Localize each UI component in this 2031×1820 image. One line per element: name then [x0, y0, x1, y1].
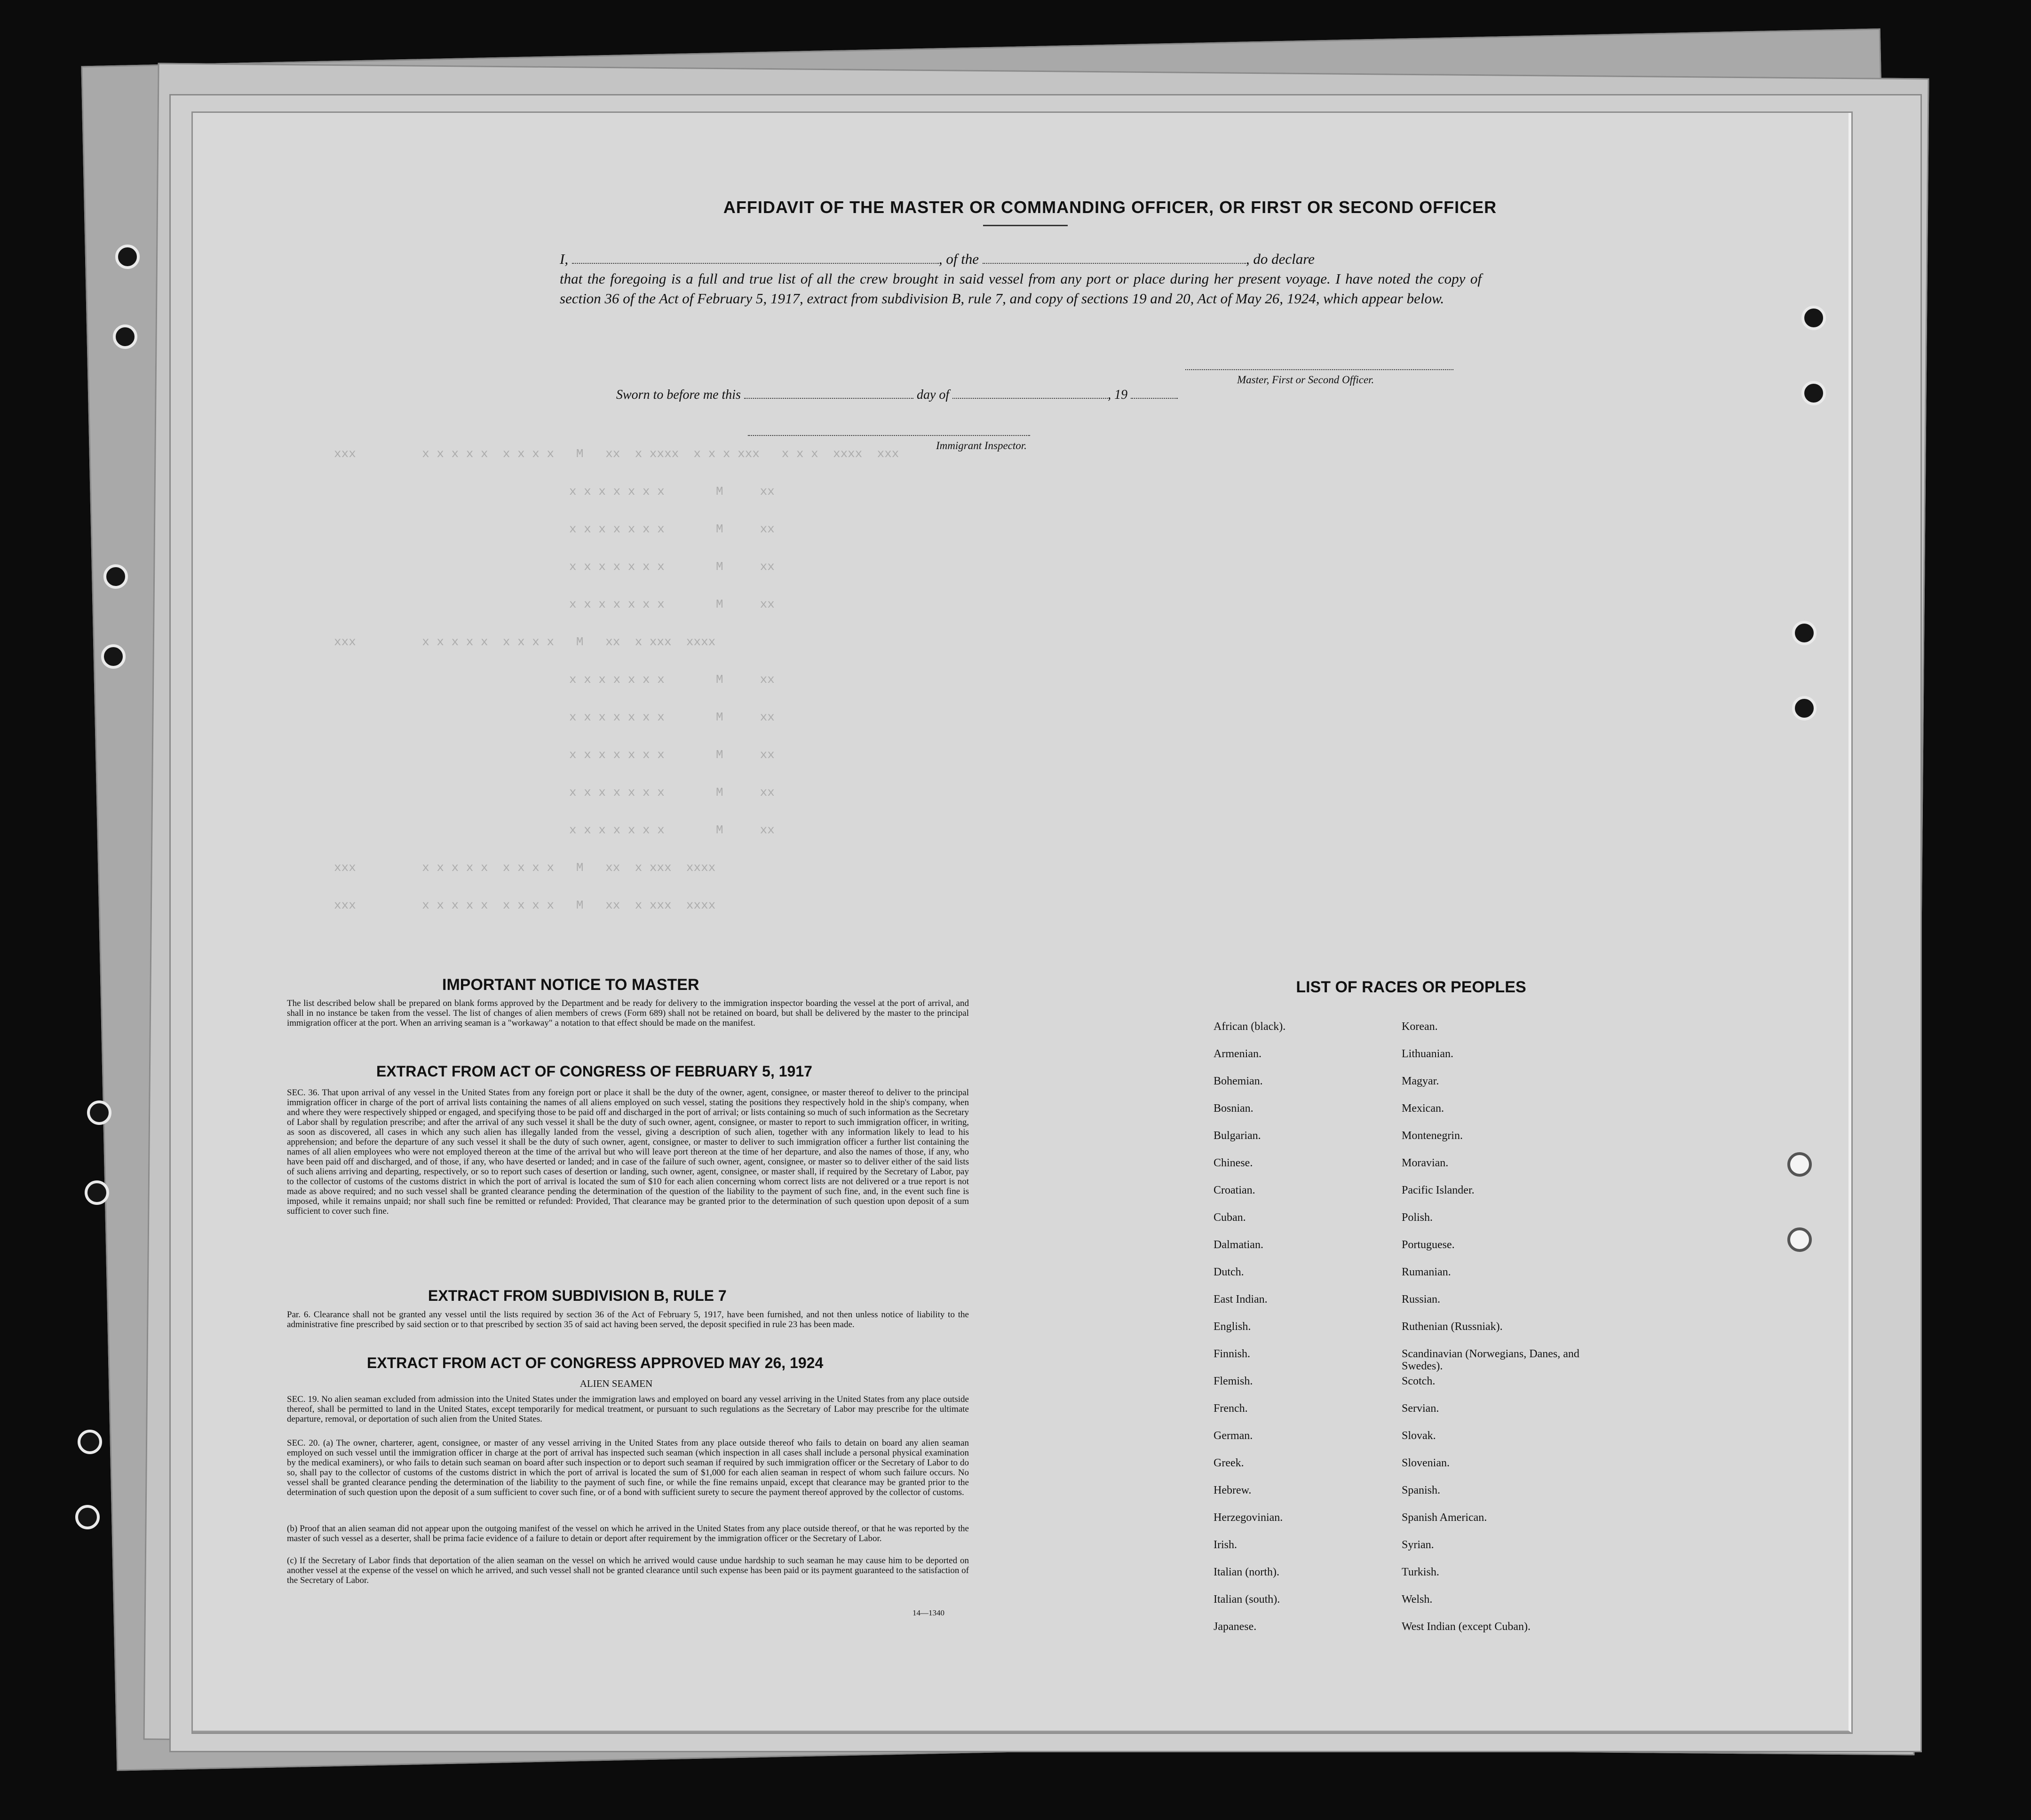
race-item: Hebrew.: [1214, 1484, 1252, 1496]
race-item: Pacific Islander.: [1402, 1184, 1475, 1196]
race-item: Montenegrin.: [1402, 1130, 1463, 1142]
race-item: Magyar.: [1402, 1075, 1439, 1087]
binder-hole: [1801, 306, 1826, 330]
name-field[interactable]: [572, 251, 939, 264]
races-title: LIST OF RACES OR PEOPLES: [1296, 978, 1526, 996]
vessel-field[interactable]: [983, 251, 1246, 264]
binder-hole: [115, 245, 140, 269]
race-item: Bulgarian.: [1214, 1130, 1261, 1142]
race-item: Dutch.: [1214, 1266, 1244, 1278]
race-item: Rumanian.: [1402, 1266, 1451, 1278]
race-item: Turkish.: [1402, 1566, 1439, 1578]
binder-hole: [85, 1180, 109, 1205]
race-item: Portuguese.: [1402, 1239, 1455, 1251]
bleed-through: xxx x x x x x x x x x M xx x xxx xxxx: [334, 635, 716, 649]
race-item: Croatian.: [1214, 1184, 1255, 1196]
rule-7-text: Par. 6. Clearance shall not be granted any vessel until the lists required by section 36 of the Act of February 5, 1917, have been furnished, and not then unless notice of liability to the administrative fine prescribed by said section or to that prescribed by section 35 of said act having been served, the deposit specified in rule 23 has been made.: [287, 1310, 969, 1329]
sworn-day-field[interactable]: [744, 386, 913, 399]
race-item: Herzegovinian.: [1214, 1511, 1283, 1524]
race-item: Italian (north).: [1214, 1566, 1279, 1578]
binder-hole: [1787, 1227, 1812, 1252]
notice-title: IMPORTANT NOTICE TO MASTER: [442, 976, 699, 994]
act-1924-subtitle: ALIEN SEAMEN: [579, 1378, 653, 1389]
bleed-through: xxx x x x x x x x x x M xx x xxx xxxx: [334, 861, 716, 875]
form-sheet: [193, 113, 1851, 1733]
race-item: Dalmatian.: [1214, 1239, 1263, 1251]
inspector-signature-line[interactable]: [748, 435, 1030, 436]
race-item: Syrian.: [1402, 1539, 1434, 1551]
race-item: Armenian.: [1214, 1048, 1261, 1060]
race-item: Scotch.: [1402, 1375, 1436, 1387]
inspector-caption: Immigrant Inspector.: [936, 440, 1027, 451]
act-1924-sec20: SEC. 20. (a) The owner, charterer, agent, consignee, or master of any vessel arriving in the United States from any place outside thereof who fails to detain on board any alien seaman employed on such vessel until the immigration officer in charge at the port of arrival has inspected such seaman (which inspection in all cases shall include a personal physical examination by the medical examiners), or who fails to detain such seaman on board after such inspection or to deport such seaman if required by such immigration officer or the Secretary of Labor to do so, shall pay to the collector of customs of the customs district in which the port of arrival is located the sum of $1,000 for each alien seaman in respect of whom such failure occurs. No vessel shall be granted clearance pending the determination of the liability to the payment of such fine, or while the fine remains unpaid, except that clearance may be granted prior to the determination of such question upon the deposit of a sum sufficient to cover such fine, or of a bond with sufficient surety to secure the payment thereof approved by the collector of customs.: [287, 1438, 969, 1497]
race-item: Bosnian.: [1214, 1102, 1254, 1115]
race-item: Mexican.: [1402, 1102, 1444, 1115]
bleed-through: x x x x x x x M xx: [569, 710, 775, 724]
binder-hole: [1787, 1152, 1812, 1177]
race-item: Finnish.: [1214, 1348, 1251, 1360]
race-item: West Indian (except Cuban).: [1402, 1621, 1531, 1633]
race-item: Scandinavian (Norwegians, Danes, and Swedes).: [1402, 1348, 1579, 1372]
binder-hole: [1792, 621, 1817, 645]
do-declare-label: , do declare: [1246, 251, 1315, 267]
notice-text: The list described below shall be prepared on blank forms approved by the Department and be ready for delivery to the immigration inspector boarding the vessel at the port of arrival, and shall in no instance be taken from the vessel. The list of changes of alien members of crews (Form 689) shall not be retained on board, but shall be delivered by the master to the principal immigration officer at the port. When an arriving seaman is a "workaway" a notation to that effect should be made on the manifest.: [287, 998, 969, 1028]
race-item: Italian (south).: [1214, 1593, 1280, 1606]
race-item: Lithuanian.: [1402, 1048, 1453, 1060]
race-item: Greek.: [1214, 1457, 1244, 1469]
race-item: English.: [1214, 1321, 1251, 1333]
race-item: Japanese.: [1214, 1621, 1257, 1633]
act-1917-title: EXTRACT FROM ACT OF CONGRESS OF FEBRUARY 5, 1917: [376, 1063, 812, 1080]
binder-hole: [101, 644, 126, 669]
race-item: French.: [1214, 1402, 1248, 1415]
race-item: Irish.: [1214, 1539, 1237, 1551]
bleed-through: x x x x x x x M xx: [569, 785, 775, 799]
act-1917-text: SEC. 36. That upon arrival of any vessel in the United States from any foreign port or place it shall be the duty of the owner, agent, consignee, or master thereof to deliver to the principal immigration officer in charge of the port of arrival lists containing the names of all aliens employed on such vessel, stating the positions they respectively hold in the ship's company, when and where they were respectively shipped or engaged, and specifying those to be paid off and discharged in the port of arrival; or lists containing so much of such information as the Secretary of Labor shall by regulation prescribe; and after the arrival of any such vessel it shall be the duty of such owner, agent, consignee, or master to report to such immigration officer, in writing, as soon as discovered, all cases in which any such alien has illegally landed from the vessel, giving a description of such alien, together with any information likely to lead to his apprehension; and before the departure of any such vessel it shall be the duty of such owner, agent, consignee, or master to deliver to such immigration officer a further list containing the names of all alien employees who were not employed thereon at the time of the arrival but who will leave port thereon at the time of her departure, and also the names of those, if any, who have been paid off and discharged, and of those, if any, who have deserted or landed; and in case of the failure of such owner, agent, consignee, or master so to deliver either of the said lists of such aliens arriving and departing, respectively, or so to report such cases of desertion or landing, such owner, agent, consignee, or master shall, if required by the Secretary of Labor, pay to the collector of customs of the customs district in which the port of arrival is located the sum of $10 for each alien concerning whom correct lists are not delivered or a true report is not made as above required; and no such vessel shall be granted clearance pending the determination of the question of the liability to the payment of such fine, and, in the event such fine is imposed, while it remains unpaid; nor shall such fine be remitted or refunded: Provided, That clearance may be granted prior to the determination of such question upon deposit of a sum sufficient to cover such fine.: [287, 1088, 969, 1216]
race-item: Ruthenian (Russniak).: [1402, 1321, 1503, 1333]
race-item: East Indian.: [1214, 1293, 1268, 1306]
races-right-column: [1402, 1021, 1590, 1648]
bleed-through: xxx x x x x x x x x x M xx x xxxx x x x xxx x x x xxxx xxx: [334, 447, 899, 461]
race-item: Bohemian.: [1214, 1075, 1263, 1087]
bleed-through: x x x x x x x M xx: [569, 560, 775, 574]
binder-hole: [78, 1430, 102, 1454]
sworn-year-field[interactable]: [1131, 386, 1178, 399]
race-item: Polish.: [1402, 1211, 1433, 1224]
race-item: Spanish American.: [1402, 1511, 1487, 1524]
bleed-through: x x x x x x x M xx: [569, 484, 775, 499]
race-item: Cuban.: [1214, 1211, 1246, 1224]
affidavit-declaration: [560, 249, 1482, 309]
bleed-through: x x x x x x x M xx: [569, 748, 775, 762]
race-item: Flemish.: [1214, 1375, 1253, 1387]
of-the-label: , of the: [938, 251, 979, 267]
form-number: 14—1340: [912, 1608, 944, 1617]
race-item: German.: [1214, 1430, 1253, 1442]
i-label: I,: [560, 251, 569, 267]
rule-7-title: EXTRACT FROM SUBDIVISION B, RULE 7: [428, 1287, 727, 1304]
bleed-through: xxx x x x x x x x x x M xx x xxx xxxx: [334, 898, 716, 912]
races-left-column: [1214, 1021, 1369, 1648]
title-rule: [983, 225, 1068, 226]
race-item: Servian.: [1402, 1402, 1439, 1415]
binder-hole: [1792, 696, 1817, 720]
act-1924-sec19: SEC. 19. No alien seaman excluded from admission into the United States under the immigration laws and employed on board any vessel arriving in the United States from any place outside thereof, shall be permitted to land in the United States, except temporarily for medical treatment, or pursuant to such regulations as the Secretary of Labor may prescribe for the ultimate departure, removal, or deportation of such alien from the United States.: [287, 1394, 969, 1424]
bleed-through: x x x x x x x M xx: [569, 823, 775, 837]
race-item: Spanish.: [1402, 1484, 1441, 1496]
race-item: Russian.: [1402, 1293, 1441, 1306]
act-1924-sec20c: (c) If the Secretary of Labor finds that deportation of the alien seaman on the vessel on which he arrived would cause undue hardship to such seaman he may cause him to be deported on another vessel at the expense of the vessel on which he arrived, and such vessel shall not be granted clearance until such expense has been paid or its payment guaranteed to the satisfaction of the Secretary of Labor.: [287, 1556, 969, 1585]
binder-hole: [1801, 381, 1826, 405]
year-label: , 19: [1108, 388, 1128, 402]
binder-hole: [113, 324, 137, 349]
sworn-row: [616, 386, 1178, 403]
bleed-through: x x x x x x x M xx: [569, 597, 775, 611]
bleed-through: x x x x x x x M xx: [569, 673, 775, 687]
act-1924-title: EXTRACT FROM ACT OF CONGRESS APPROVED MAY 26, 1924: [367, 1354, 824, 1371]
day-of-label: day of: [916, 388, 950, 402]
master-caption: Master, First or Second Officer.: [1237, 374, 1374, 386]
race-item: Korean.: [1402, 1021, 1438, 1033]
act-1924-sec20b: (b) Proof that an alien seaman did not appear upon the outgoing manifest of the vessel on which he arrived in the United States from any place outside thereof, or that he was reported by the master of such vessel as a deserter, shall be prima facie evidence of a failure to detain or deport after requirement by the immigration officer or the Secretary of Labor.: [287, 1524, 969, 1543]
binder-hole: [87, 1100, 111, 1125]
race-item: Welsh.: [1402, 1593, 1433, 1606]
race-item: African (black).: [1214, 1021, 1286, 1033]
race-item: Moravian.: [1402, 1157, 1449, 1169]
race-item: Slovenian.: [1402, 1457, 1450, 1469]
bleed-through: x x x x x x x M xx: [569, 522, 775, 536]
affidavit-title: AFFIDAVIT OF THE MASTER OR COMMANDING OFFICER, OR FIRST OR SECOND OFFICER: [723, 198, 1497, 217]
affidavit-body: that the foregoing is a full and true list of all the crew brought in said vessel from any port or place during her present voyage. I have noted the copy of section 36 of the Act of February 5, 1917, extract from subdivision B, rule 7, and copy of sections 19 and 20, Act of May 26, 1924, which appear below.: [560, 270, 1482, 307]
binder-hole: [75, 1505, 100, 1529]
master-signature-line[interactable]: [1185, 369, 1453, 370]
sworn-label: Sworn to before me this: [616, 388, 741, 402]
sworn-month-field[interactable]: [952, 386, 1108, 399]
race-item: Chinese.: [1214, 1157, 1253, 1169]
race-item: Slovak.: [1402, 1430, 1436, 1442]
binder-hole: [103, 564, 128, 589]
